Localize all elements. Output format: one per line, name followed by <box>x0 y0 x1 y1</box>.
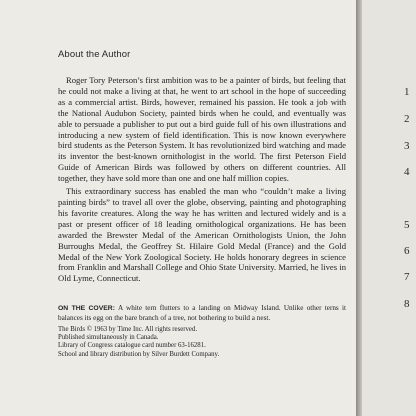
bio-paragraph-1: Roger Tory Peterson’s first ambition was to be a painter of birds, but feeling that he could not make a living at that, he went to art school in the hope of succeeding as a commercial artist. Birds, however, remained his passion. He took a job with the National Audubon Society, painted birds when he could, and eventually was able to persuade a publisher to put out a bird guide full of his own illustrations and introducing a new system of field identification. This is now known everywhere bird students as the Peterson System. It has revolutionized bird watching and made its inventor the best-known ornithologist in the world. The first Peterson Field Guide of American Birds was followed by others on different countries. All together, they have sold more than one and one half million copies. <box>58 75 346 184</box>
margin-number: 6 <box>404 245 410 257</box>
margin-number: 3 <box>404 140 410 152</box>
bio-paragraph-2: This extraordinary success has enabled the man who “couldn’t make a living painting birds” to travel all over the globe, observing, painting and photographing his favorite creatures. Along the way he has written and lectured widely and is a past or present officer of 18 leading ornithological organizations. He has been awarded the Brewster Medal of the American Ornithologists Union, the John Burroughs Medal, the Geoffrey St. Hilaire Gold Medal (France) and the Gold Medal of the New York Zoological Society. He holds honorary degrees in science from Franklin and Marshall College and Ohio State University. Married, he lives in Old Lyme, Connecticut. <box>58 186 346 284</box>
section-title: About the Author <box>58 49 131 60</box>
author-bio <box>58 75 346 284</box>
colophon-copyright: The Birds © 1963 by Time Inc. All rights reserved. <box>58 326 198 333</box>
colophon-distribution: School and library distribution by Silver Burdett Company. <box>58 350 220 358</box>
margin-number: 2 <box>404 113 410 125</box>
colophon-canada: Published simultaneously in Canada. <box>58 334 159 342</box>
margin-number: 1 <box>404 86 410 98</box>
facing-page-numbers <box>404 0 416 416</box>
colophon-catalogue: Library of Congress catalogue card number 63-16281. <box>58 342 206 350</box>
cover-note-label: ON THE COVER: <box>58 305 115 312</box>
margin-number: 5 <box>404 219 410 231</box>
margin-number: 4 <box>404 166 410 178</box>
margin-number: 7 <box>404 271 410 283</box>
cover-note-text: A white tern flutters to a landing on Midway Island. Unlike other terns it balances its egg on the bare branch of a tree, not bothering to build a nest. <box>58 304 346 322</box>
cover-note <box>58 304 346 322</box>
colophon <box>58 326 318 359</box>
margin-number: 8 <box>404 298 410 310</box>
